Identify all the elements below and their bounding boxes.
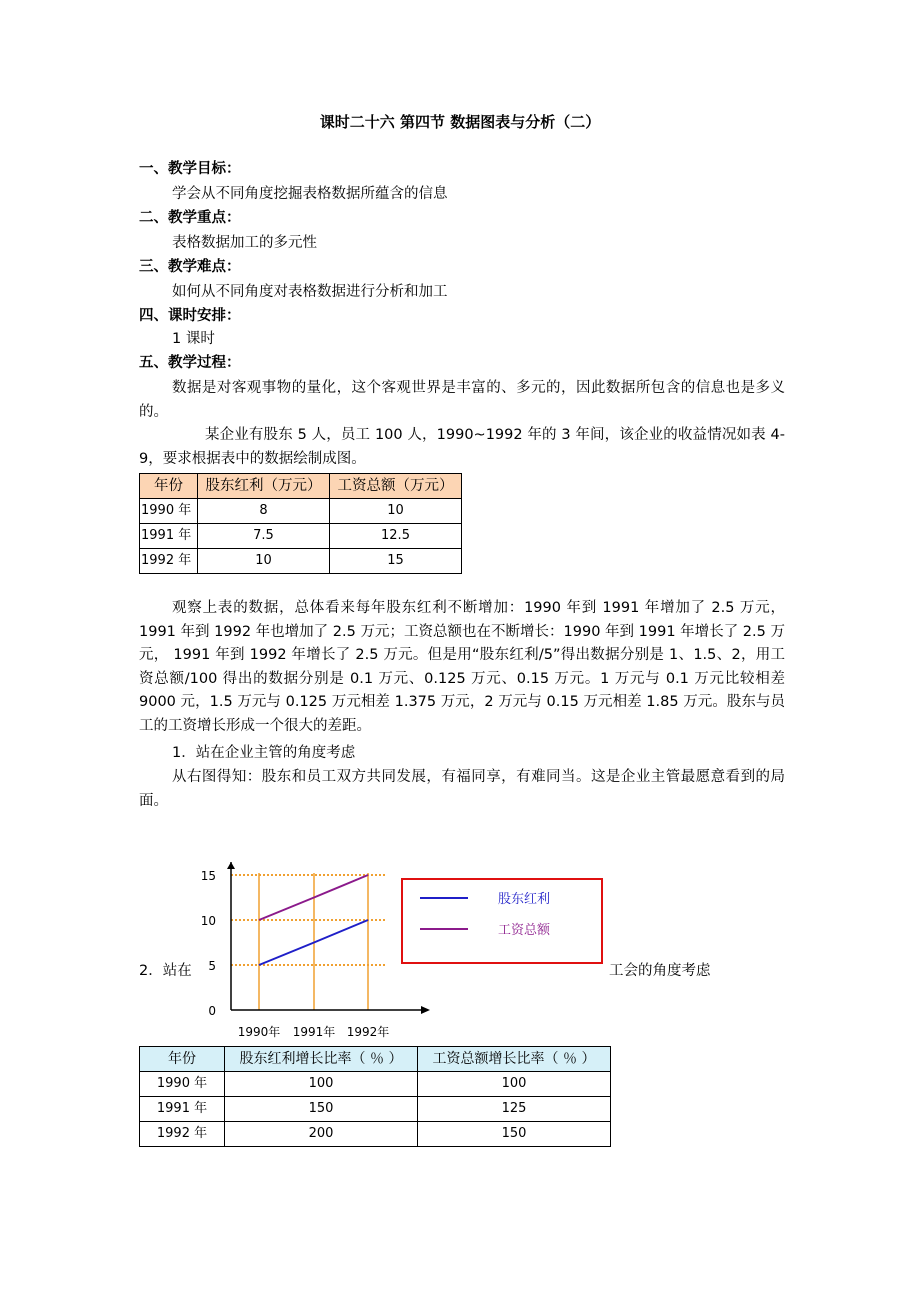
table-header-cell: 工资总额增长比率（ ％ ） (418, 1047, 611, 1072)
section-content-2: 表格数据加工的多元性 (172, 235, 317, 251)
table-cell: 200 (225, 1122, 418, 1147)
paragraph-2: 某企业有股东 5 人，员工 100 人，1990~1992 年的 3 年间，该企业的收益情况如表 4-9，要求根据表中的数据绘制成图。 (139, 427, 785, 467)
table-header-cell: 工资总额（万元） (330, 474, 462, 499)
table-cell: 10 (330, 499, 462, 524)
section-heading-5: 五、教学过程： (139, 355, 241, 371)
y-tick-label: 0 (208, 1004, 216, 1018)
paragraph-analysis (139, 597, 785, 738)
line-chart (190, 850, 610, 1045)
chart-legend (402, 879, 602, 963)
table-header-row (140, 474, 462, 499)
paragraph-3: 观察上表的数据，总体看来每年股东红利不断增加：1990 年到 1991 年增加了 2.5 万元，1991 年到 1992 年也增加了 2.5 万元；工资总额也在不断增长：1990 年到 1991 年增长了 2.5 万元， 1991 年到 1992 年增长了 2.5 万元。但是用“股东红利/5”得出数据分别是 1、1.5、2，用工资总额/100 得出的数据分别是 0.1 万元、0.125 万元、0.15 万元。1 万元与 0.1 万元比较相差 9000 元，1.5 万元与 0.125 万元相差 1.375 万元，2 万元与 0.15 万元相差 1.85 万元。股东与员工的工资增长形成一个很大的差距。 (139, 600, 785, 734)
paragraph-5: 从右图得知：股东和员工双方共同发展，有福同享，有难同当。这是企业主管最愿意看到的局面。 (139, 769, 785, 809)
table-cell: 150 (418, 1122, 611, 1147)
x-tick-label: 1990年 (237, 1025, 281, 1039)
table-row (140, 499, 462, 524)
y-tick-label: 10 (200, 914, 216, 928)
table-cell: 1992 年 (140, 1122, 225, 1147)
table-cell: 1991 年 (140, 1097, 225, 1122)
table-cell: 100 (418, 1072, 611, 1097)
table-row (140, 524, 462, 549)
paragraph-6-right: 工会的角度考虑 (609, 963, 711, 979)
table-cell: 15 (330, 549, 462, 574)
table-cell: 8 (198, 499, 330, 524)
table-row (140, 1072, 611, 1097)
table-header-cell: 股东红利增长比率（ ％ ） (225, 1047, 418, 1072)
legend-label: 股东红利 (498, 892, 551, 907)
table-header-cell: 年份 (140, 474, 198, 499)
paragraph-4: 1．站在企业主管的角度考虑 (172, 745, 356, 761)
table-header-cell: 股东红利（万元） (198, 474, 330, 499)
chart-grid (231, 873, 385, 1010)
x-tick-label: 1991年 (292, 1025, 336, 1039)
table-cell: 12.5 (330, 524, 462, 549)
chart-axes (227, 862, 430, 1014)
table-row (140, 1122, 611, 1147)
growth-rate-table (139, 1046, 611, 1147)
table-cell: 10 (198, 549, 330, 574)
x-axis-arrow (421, 1006, 430, 1014)
section-content-3: 如何从不同角度对表格数据进行分析和加工 (172, 284, 448, 300)
table-header-row (140, 1047, 611, 1072)
paragraph-6-left: 2．站在 (139, 963, 192, 979)
table-row (140, 1097, 611, 1122)
y-axis-ticks (201, 869, 216, 1018)
table-cell: 7.5 (198, 524, 330, 549)
section-content-4: 1 课时 (172, 331, 215, 347)
legend-label: 工资总额 (498, 923, 551, 938)
paragraph-1: 数据是对客观事物的量化，这个客观世界是丰富的、多元的，因此数据所包含的信息也是多义的。 (139, 380, 785, 420)
y-tick-label: 5 (208, 959, 216, 973)
y-axis-arrow (227, 862, 235, 869)
section-heading-4: 四、课时安排： (139, 308, 241, 324)
paragraph-manager-view (139, 766, 785, 813)
section-heading-1: 一、教学目标： (139, 161, 241, 177)
income-table (139, 473, 462, 574)
section-heading-2: 二、教学重点： (139, 210, 241, 226)
section-heading-3: 三、教学难点： (139, 259, 241, 275)
x-tick-label: 1992年 (346, 1025, 390, 1039)
table-cell: 1990 年 (140, 499, 198, 524)
y-tick-label: 15 (200, 869, 216, 883)
table-cell: 125 (418, 1097, 611, 1122)
x-axis-ticks (238, 1024, 390, 1039)
section-content-1: 学会从不同角度挖掘表格数据所蕴含的信息 (172, 186, 448, 202)
paragraph-problem (139, 424, 785, 471)
table-row (140, 549, 462, 574)
table-cell: 1991 年 (140, 524, 198, 549)
table-cell: 1990 年 (140, 1072, 225, 1097)
page-title: 课时二十六 第四节 数据图表与分析（二） (319, 113, 601, 131)
table-cell: 150 (225, 1097, 418, 1122)
table-cell: 1992 年 (140, 549, 198, 574)
table-cell: 100 (225, 1072, 418, 1097)
paragraph-intro (139, 377, 785, 424)
table-header-cell: 年份 (140, 1047, 225, 1072)
paragraph-manager-title (139, 742, 785, 766)
